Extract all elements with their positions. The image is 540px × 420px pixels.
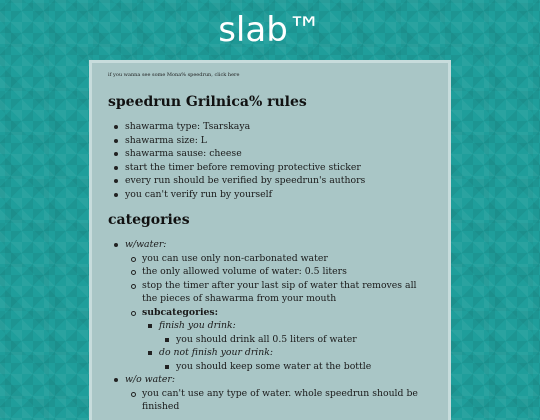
categories-heading: categories xyxy=(108,212,190,228)
no-water-rules-list xyxy=(125,387,433,414)
category-no-water xyxy=(108,373,433,414)
site-title: slab™ xyxy=(218,10,322,50)
categories-list xyxy=(108,238,433,414)
rule-item: shawarma sause: cheese xyxy=(108,147,433,161)
rule-item: start the timer before removing protective sticker xyxy=(108,161,433,175)
water-rule-item: you can use only non-carbonated water xyxy=(125,252,433,266)
subcategories-label: subcategories: xyxy=(142,306,219,318)
subcategory-finish xyxy=(142,319,433,346)
content-card xyxy=(89,60,451,420)
rule-item: every run should be verified by speedrun's authors xyxy=(108,174,433,188)
subcategories-list xyxy=(142,319,433,373)
rule-item: shawarma size: L xyxy=(108,134,433,148)
subcategory-not-finish-rule: you should keep some water at the bottle xyxy=(159,360,433,374)
rule-item: you can't verify run by yourself xyxy=(108,188,433,202)
subcategory-finish-list xyxy=(159,333,433,347)
subcategories-item xyxy=(125,306,433,374)
speedrun-notice xyxy=(108,71,433,79)
subcategory-not-finish xyxy=(142,346,433,373)
subcategory-finish-label: finish you drink: xyxy=(159,320,236,331)
water-rules-list xyxy=(125,252,433,374)
subcategory-finish-rule: you should drink all 0.5 liters of water xyxy=(159,333,433,347)
category-water xyxy=(108,238,433,373)
rule-item: shawarma type: Tsarskaya xyxy=(108,120,433,134)
category-water-label: w/water: xyxy=(125,239,167,250)
water-rule-item: the only allowed volume of water: 0.5 liters xyxy=(125,265,433,279)
notice-link[interactable]: if you wanna see some Mona% speedrun, click here xyxy=(108,72,240,78)
no-water-rule-item: you can't use any type of water. whole speedrun should be finished xyxy=(125,387,433,414)
subcategory-not-finish-list xyxy=(159,360,433,374)
category-no-water-label: w/o water: xyxy=(125,374,175,385)
water-rule-item: stop the timer after your last sip of water that removes all the pieces of shawarma from your mouth xyxy=(125,279,433,306)
rules-heading: speedrun Grilnica% rules xyxy=(108,94,307,110)
rules-list xyxy=(108,120,433,201)
subcategory-not-finish-label: do not finish your drink: xyxy=(159,347,274,358)
